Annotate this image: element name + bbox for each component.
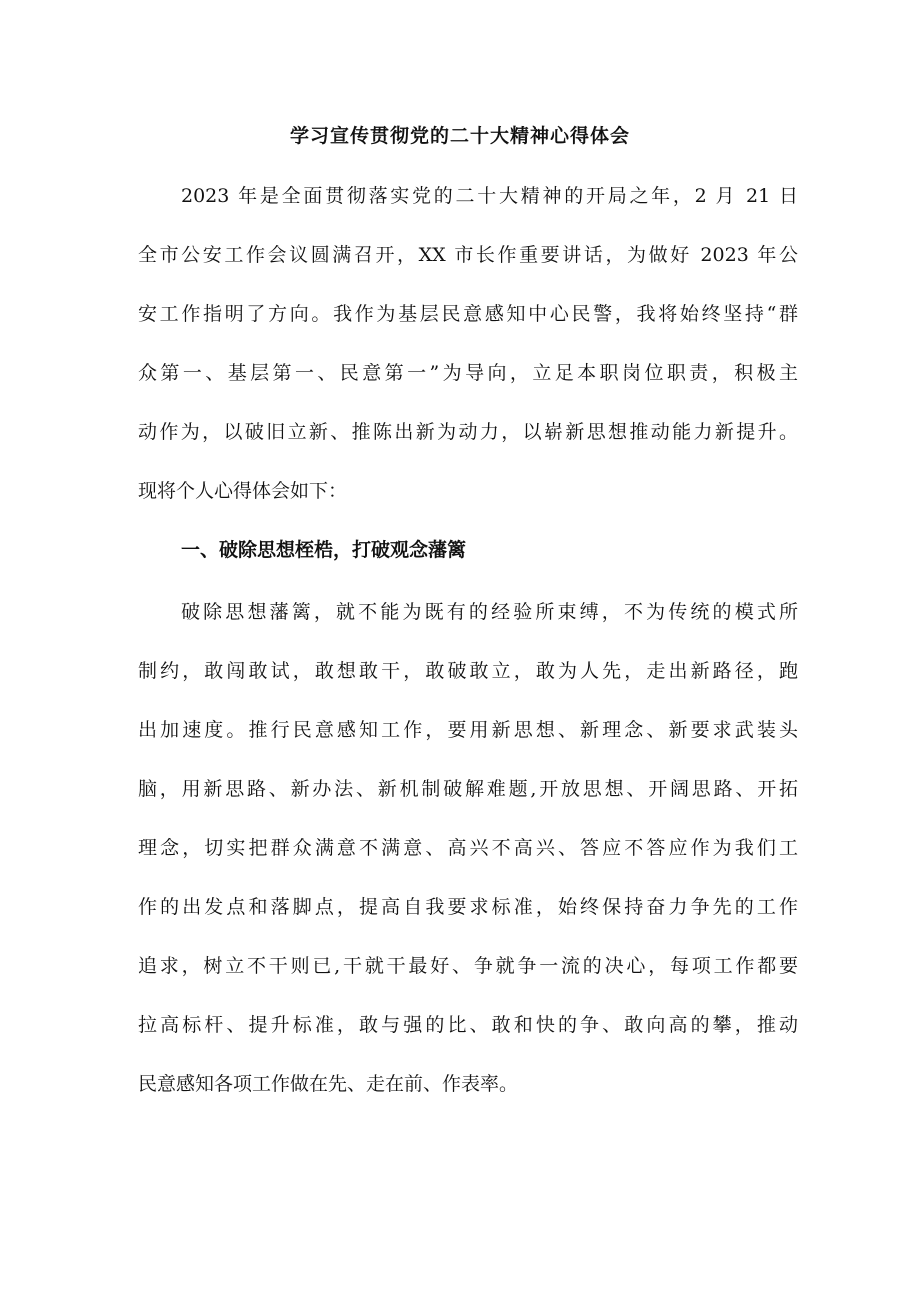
section-1-line-2: 制约，敢闯敢试，敢想敢干，敢破敢立，敢为人先，走出新路径，跑 <box>138 660 798 682</box>
section-1-line-7: 追求，树立不干则已,干就干最好、争就争一流的决心，每项工作都要 <box>138 955 798 977</box>
document-title: 学习宣传贯彻党的二十大精神心得体会 <box>289 125 630 147</box>
section-1-line-5: 理念，切实把群众满意不满意、高兴不高兴、答应不答应作为我们工 <box>138 837 798 859</box>
section-1-line-4: 脑，用新思路、新办法、新机制破解难题,开放思想、开阔思路、开拓 <box>138 778 798 800</box>
section-1-line-9: 民意感知各项工作做在先、走在前、作表率。 <box>138 1073 519 1095</box>
section-1-line-6: 作的出发点和落脚点，提高自我要求标准，始终保持奋力争先的工作 <box>138 896 798 918</box>
intro-line-6: 现将个人心得体会如下： <box>138 480 348 502</box>
intro-line-1: 2023 年是全面贯彻落实党的二十大精神的开局之年，2 月 21 日 <box>181 185 798 207</box>
intro-line-5: 动作为，以破旧立新、推陈出新为动力，以崭新思想推动能力新提升。 <box>138 421 798 443</box>
section-1-line-1: 破除思想藩篱，就不能为既有的经验所束缚，不为传统的模式所 <box>181 601 798 623</box>
section-1-heading: 一、破除思想桎梏，打破观念藩篱 <box>181 539 467 561</box>
section-1-line-8: 拉高标杆、提升标准，敢与强的比、敢和快的争、敢向高的攀，推动 <box>138 1014 798 1036</box>
section-1-line-3: 出加速度。推行民意感知工作，要用新思想、新理念、新要求武装头 <box>138 719 798 741</box>
intro-line-4: 众第一、基层第一、民意第一”为导向，立足本职岗位职责，积极主 <box>138 362 798 384</box>
intro-line-2: 全市公安工作会议圆满召开，XX 市长作重要讲话，为做好 2023 年公 <box>138 244 798 266</box>
intro-line-3: 安工作指明了方向。我作为基层民意感知中心民警，我将始终坚持“群 <box>138 303 798 325</box>
